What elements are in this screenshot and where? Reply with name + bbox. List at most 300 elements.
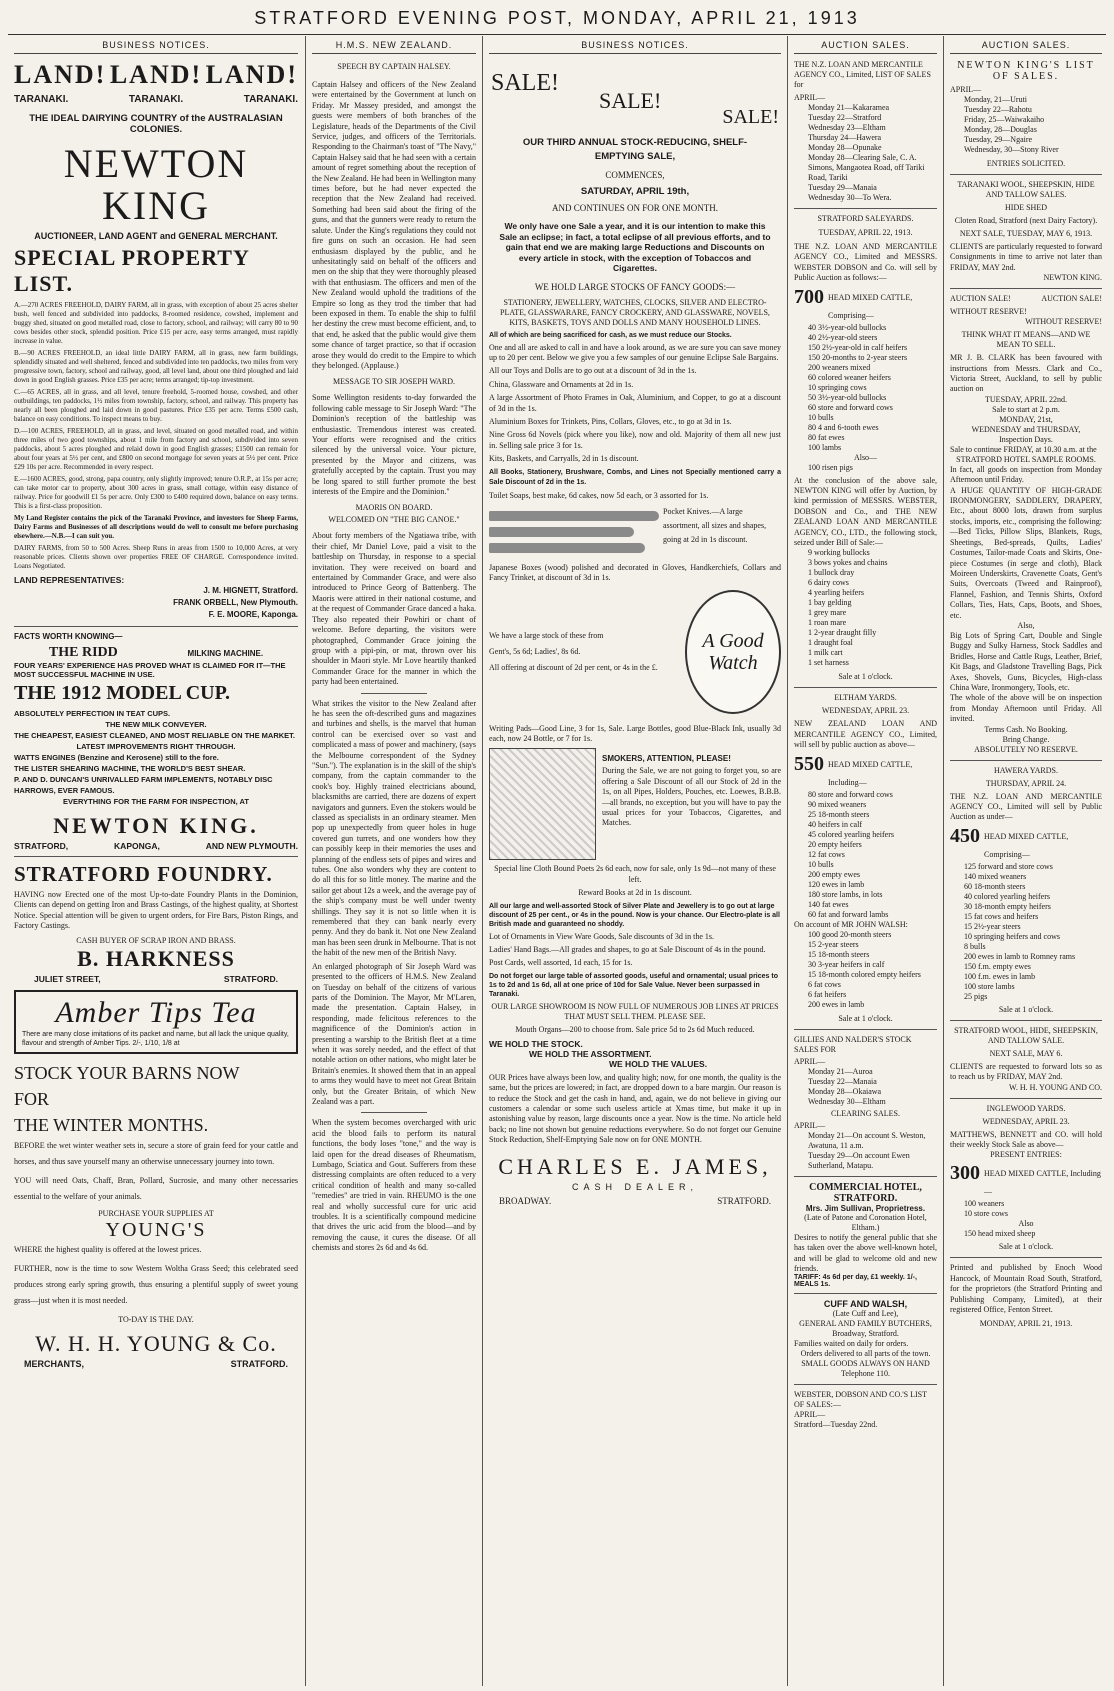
land-register: My Land Register contains the pick of the Taranaki Province, and investors for Sheep Farms, Dairy Farms and Businesses of all descriptions would do well to consult me before purchasing elsewhere.—N.B.—I can suit you.: [14, 514, 298, 540]
stock-item: 100 risen pigs: [808, 462, 853, 472]
paragraph: An enlarged photograph of Sir Joseph Ward was presented to the officers of H.M.S. New Zealand on Tuesday on behalf of the citizens of various parts of the Dominion. The Mayor, Mr M'Laren, made the presentation. Captain Halsey, in responding, made felicitous references to the magnificence of the Dominion's action in presenting a warship to the British fleet at a time when it was sorely needed, and the effect of that notable action on other nations, who might later be Britain's enemies. It showed them that in an appeal to arms they would have to meet not Great Britain only, but the Greater Britain, of which New Zealand was a part.: [312, 961, 476, 1106]
monday-21: MONDAY, 21st,: [999, 414, 1053, 424]
column-hms-new-zealand: [306, 40, 482, 1685]
conclusion-text: At the conclusion of the above sale, NEWTON KING will offer by Auction, by kind permission of MESSRS. WEBSTER, DOBSON and Co., and THE NEW ZEALAND LOAN AND MERCANTILE AGENCY, CO., LTD., the following stock, seized under Bill of Sale:—: [794, 475, 937, 548]
hawera-yards: HAWERA YARDS.: [994, 765, 1058, 775]
stock-item: 10 springing cows: [808, 382, 867, 392]
we-hold-line: WE HOLD THE STOCK.: [489, 1038, 583, 1049]
tuesday-22: TUESDAY, APRIL 22nd.: [985, 394, 1067, 404]
stock-item: 60 colored weaner heifers: [808, 372, 891, 382]
also: Also: [1018, 1219, 1034, 1229]
books-discount: All Books, Stationery, Brushware, Combs, and Lines not Specially mentioned carry a Sale Discount of 2d in the 1s.: [489, 468, 781, 486]
sale-item: Wednesday, 30—Stony River: [964, 145, 1059, 154]
whole-inspection: The whole of the above will be on inspection from Monday Afternoon until Friday. All invited.: [950, 693, 1102, 724]
cash-dealer: CASH DEALER,: [571, 1181, 699, 1192]
stock-line: STOCK YOUR BARNS NOW: [14, 1062, 240, 1083]
families: Families waited on daily for orders.: [794, 1339, 909, 1349]
bargain: Lot of Ornaments in View Ware Goods, Sale discounts of 3d in the 1s.: [489, 931, 714, 941]
bargain: Ladies' Hand Bags.—All grades and shapes, to go at Sale Discount of 4s in the pound.: [489, 945, 766, 955]
special-property-list: SPECIAL PROPERTY LIST.: [14, 245, 250, 296]
third-annual: OUR THIRD ANNUAL STOCK-REDUCING, SHELF-EMPTYING SALE,: [522, 137, 748, 162]
land-rep: FRANK ORBELL, New Plymouth.: [173, 598, 298, 607]
smokers-text: During the Sale, we are not going to forget you, so are offering a Sale Discount of all our Stock of 2d in the 1s, on all Pipes, Holders, Pouches, etc. Loewes, B.B.B.—all brands, no exception, but you will have to pay the usual prices for your Tobaccos, Cigarettes, and Matches.: [602, 766, 781, 828]
we-hold-line: WE HOLD THE ASSORTMENT.: [529, 1048, 652, 1059]
bill-of-sale-list: [794, 548, 937, 668]
sale-word: SALE!: [599, 88, 662, 113]
newton-king-title: NEWTON KING: [63, 141, 249, 228]
also: Also,: [1017, 620, 1035, 630]
watts-engines: WATTS ENGINES (Benzine and Kerosene) still to the fore.: [14, 753, 219, 762]
land-banner: [14, 60, 298, 90]
charles-james: CHARLES E. JAMES,: [498, 1153, 772, 1179]
stratford: STRATFORD.: [223, 973, 278, 984]
writing-pads: Writing Pads—Good Line, 3 for 1s, Sale. Large Bottles, good Blue-Black Ink, usually 3d each, now 24 Bottle, or 7 for 1s.: [489, 723, 781, 743]
cattle-heading: HEAD MIXED CATTLE, Including—: [984, 1169, 1101, 1197]
stock-item: 1 set harness: [808, 658, 849, 668]
column-heading: BUSINESS NOTICES.: [14, 40, 298, 54]
where-text: WHERE the highest quality is offered at the lowest prices.: [14, 1244, 202, 1254]
message-heading: MESSAGE TO SIR JOSEPH WARD.: [332, 377, 456, 387]
foundry-text: HAVING now Erected one of the most Up-to-date Foundry Plants in the Dominion, Clients can depend on getting Iron and Brass Castings, of the highest quality, at Shortest Notice. Special attention will be given to urgent orders, for Fire Bars, Piston Rings, and Factory Castings.: [14, 890, 298, 931]
good-watch-illustration: A Good Watch: [685, 590, 781, 714]
masthead-rule: [8, 34, 1106, 35]
article-text: [312, 531, 476, 1253]
dairy-farms: DAIRY FARMS, from 50 to 500 Acres. Sheep Runs in areas from 1500 to 10,000 Acres, at very reasonable prices. Clients shown over properties FREE OF CHARGE. Correspondence invited. Loans Negotiated.: [14, 544, 298, 570]
stock-item: 80 store and forward cows: [808, 789, 893, 799]
nzl-notice: THE N.Z. LOAN AND MERCANTILE AGENCY CO., Limited will sell by Public Auction as under—: [950, 791, 1102, 822]
wednesday-date: WEDNESDAY, APRIL 23.: [821, 706, 910, 716]
sale-item: Monday 28—Opunake: [808, 143, 882, 152]
sale-item: Monday 21—Kakaramea: [808, 103, 890, 112]
stock-item: 25 pigs: [964, 991, 988, 1001]
everything-farm: EVERYTHING FOR THE FARM FOR INSPECTION, AT: [63, 797, 249, 806]
harkness: B. HARKNESS: [77, 945, 235, 971]
stock-item: 100 lambs: [808, 442, 842, 452]
land-word: LAND!: [205, 60, 298, 89]
matthews-notice: MATTHEWS, BENNETT and CO. will hold their weekly Stock Sale as above—: [950, 1129, 1102, 1150]
stock-item: 125 forward and store cows: [964, 861, 1053, 871]
speech-heading: SPEECH BY CAPTAIN HALSEY.: [337, 62, 451, 71]
cuff-address: Broadway, Stratford.: [832, 1329, 899, 1339]
stratford-foundry: STRATFORD FOUNDRY.: [14, 862, 273, 886]
sale-item: Wednesday 30—To Wera.: [808, 193, 892, 202]
bargain: Kits, Baskets, and Carryalls, 2d in 1s discount.: [489, 454, 639, 464]
stock-item: 40 2½-year-old steers: [808, 332, 878, 342]
sale-word: SALE!: [722, 106, 779, 128]
tariff: TARIFF: 4s 6d per day, £1 weekly. 1/-, MEALS 1s.: [794, 1274, 917, 1289]
gillies-sales: [794, 1067, 937, 1107]
invite-text: One and all are asked to call in and have a look around, as we are sure you can save money up to 20 per cent. Below we give you a few samples of our genuine Eclipse Sale Bargains.: [489, 342, 781, 362]
land-rep: J. M. HIGNETT, Stratford.: [203, 586, 298, 595]
next-sale: NEXT SALE, TUESDAY, MAY 6, 1913.: [959, 229, 1093, 238]
without-reserve: WITHOUT RESERVE!: [950, 307, 1027, 317]
stock-item: 6 dairy cows: [808, 578, 849, 588]
stock-item: 100 store lambs: [964, 981, 1015, 991]
ideal-dairying: THE IDEAL DAIRYING COUNTRY of the AUSTRALASIAN COLONIES.: [29, 113, 283, 135]
stock-item: 200 ewes in lamb: [808, 999, 865, 1009]
april-label: APRIL—: [794, 93, 826, 102]
cheapest: THE CHEAPEST, EASIEST CLEANED, AND MOST RELIABLE ON THE MARKET.: [14, 731, 295, 740]
large-stocks: WE HOLD LARGE STOCKS OF FANCY GOODS:—: [534, 281, 736, 292]
absolutely-no-reserve: ABSOLUTELY NO RESERVE.: [974, 744, 1078, 754]
stock-item: 90 mixed weaners: [808, 799, 867, 809]
late-of: (Late of Patone and Coronation Hotel, Eltham.): [804, 1212, 927, 1232]
stock-list: [950, 862, 1102, 1002]
stock-item: 15 18-month colored empty heifers: [808, 969, 921, 979]
welcomed-heading: WELCOMED ON "THE BIG CANOE.": [328, 515, 460, 525]
land-rep: F. E. MOORE, Kaponga.: [208, 610, 298, 619]
stock-item: 15 18-month steers: [808, 949, 870, 959]
article-text: [312, 80, 476, 371]
sale-banner: [489, 60, 781, 130]
milk-conveyer: THE NEW MILK CONVEYER.: [105, 720, 207, 729]
auction-sale: AUCTION SALE!: [950, 294, 1011, 304]
auctioneer-role: AUCTIONEER, LAND AGENT and GENERAL MERCHANT.: [34, 231, 278, 241]
big-lots: Big Lots of Spring Cart, Double and Single Buggy and Sulky Harness, Stock Saddles and Bridles, Horse and Cattle Rugs, Leather, Brief, Kit Bags, and Gladstone Travelling Bags, Pick Axes, Shovels, Guns, Bicycles, High-class China Ware, Ironmongery, Tools, etc.: [950, 630, 1102, 692]
facts-heading: FACTS WORTH KNOWING—: [14, 632, 123, 641]
tuesday-date: TUESDAY, APRIL 22, 1913.: [818, 228, 913, 237]
stock-item: 15 2-year steers: [808, 939, 859, 949]
stock-item: 60 18-month steers: [964, 881, 1026, 891]
cloten-road: Cloten Road, Stratford (next Dairy Factory).: [954, 216, 1098, 225]
april-label: APRIL—: [794, 1410, 826, 1420]
land-word: LAND!: [109, 60, 203, 89]
reward-books: Reward Books at 2d in 1s discount.: [578, 888, 692, 898]
april-label: APRIL—: [950, 85, 982, 94]
before-text: BEFORE the wet winter weather sets in, secure a store of grain feed for your cattle and horses, and thus save yourself many an otherwise unnecessary journey into town.: [14, 1140, 298, 1166]
sale-time: Sale at 1 o'clock.: [838, 672, 893, 682]
paragraph: What strikes the visitor to the New Zealand after he has seen the oft-described guns and magazines and turbines and shells, is the marvel that human control can be exercised over so vast and complicated a mass of power and machinery, (says the Melbourne correspondent of the Sydney "Sun."). The explanation is in the skill of the ship's company, from the captain commander to the cook's boy. Highly trained electricians abound, blacksmiths are carried, there are dozens of expert navigators and gunners. Even the stokers would be classed as specialists in an ordinary steamer. Men pop up unexpectedly from queer holes in huge covered gun turrets, and one wonders how they can possibly keep in their memories the uses and planning of the endless sets of pipes and wires and tubes. One also wonders why they are content to do all this for so little money. The marine and the sailor get about 12s a week, and the average pay of the ship's company must be well under twenty shillings. They say it is not so little when it is remembered that they can bank nearly every penny. And they do bank it. Not one New Zealand man has been seen drunk in Melbourne. That is not the habit of the new men of the British Navy.: [312, 698, 476, 958]
april-label: APRIL—: [794, 1120, 826, 1130]
stock-item: 10 store cows: [964, 1209, 1008, 1219]
webster-dobson: WEBSTER, DOBSON AND CO.'S LIST OF SALES:—: [794, 1390, 927, 1410]
stock-item: 50 3½-year-old bullocks: [808, 392, 887, 402]
terms-cash: Terms Cash. No Booking.: [984, 724, 1068, 734]
sale-intro: THE N.Z. LOAN AND MERCANTILE AGENCY CO., Limited and MESSRS. WEBSTER DOBSON and Co. will sell by Public Auction as follows:—: [794, 242, 937, 283]
stock-item: 180 store lambs, in lots: [808, 889, 883, 899]
stock-item: 60 fat and forward lambs: [808, 909, 889, 919]
without-reserve: WITHOUT RESERVE!: [1025, 317, 1102, 327]
clients-2: CLIENTS are requested to forward lots so as to reach us by FRIDAY, MAY 2nd.: [950, 1061, 1102, 1082]
stock-item: 60 store and forward cows: [808, 402, 893, 412]
duncan-implements: P. AND D. DUNCAN'S UNRIVALLED FARM IMPLEMENTS, NOTABLY DISC HARROWS, EVER FAMOUS.: [14, 775, 273, 795]
cattle-count: 700: [794, 286, 824, 308]
stock-item: 10 springing heifers and cows: [964, 931, 1060, 941]
juliet-street: JULIET STREET,: [34, 973, 101, 984]
stock-item: 9 working bullocks: [808, 548, 870, 558]
clients-notice: CLIENTS are particularly requested to forward Consignments in time to arrive not later than FRIDAY, MAY 2nd.: [950, 242, 1102, 272]
amber-tips-text: There are many close imitations of its packet and name, but all lack the unique quality, flavour and strength of Amber Tips. 2/-, 1/10, 1/8 at: [22, 1030, 289, 1047]
stock-item: 1 milk cart: [808, 648, 843, 658]
sale-word: SALE!: [491, 70, 559, 96]
stratford: STRATFORD.: [717, 1195, 771, 1206]
ridd-title: THE RIDD: [48, 645, 118, 660]
forget-table: Do not forget our large table of assorted goods, useful and ornamental; usual prices to 1s to 2d and 1s 6d, all at one price of 10d for Sale Value. Never been surpassed in Taranaki.: [489, 972, 778, 998]
stock-list: [794, 930, 937, 1010]
webster-sale: Stratford—Tuesday 22nd.: [794, 1420, 878, 1430]
stock-item: 200 empty ewes: [808, 869, 860, 879]
stock-item: 150 20-months to 2-year steers: [808, 352, 908, 362]
whh-address: [24, 1359, 288, 1369]
wed-thu: WEDNESDAY and THURSDAY,: [971, 424, 1081, 434]
four-years: FOUR YEARS' EXPERIENCE HAS PROVED WHAT IS CLAIMED FOR IT—THE MOST SUCCESSFUL MACHINE IN USE.: [14, 661, 286, 679]
watches-line: We have a large stock of these from: [489, 630, 604, 640]
sale-item: Tuesday 22—Manaia: [808, 1076, 877, 1086]
smokers-block: [489, 748, 781, 864]
clearing-sales: CLEARING SALES.: [831, 1108, 900, 1118]
column-heading: AUCTION SALES.: [950, 40, 1102, 54]
town: AND NEW PLYMOUTH.: [205, 841, 298, 851]
maoris-heading: MAORIS ON BOARD.: [355, 503, 433, 513]
knife-illustration: [489, 505, 659, 559]
stock-list: [794, 323, 937, 453]
ridd-row: [14, 645, 298, 661]
sale-item: Tuesday 29—On account Ewen Sutherland, Matapu.: [808, 1150, 910, 1170]
nz-loan-2: NEW ZEALAND LOAN AND MERCANTILE AGENCY CO., Limited, will sell by public auction as above—: [794, 719, 937, 750]
we-hold-line: WE HOLD THE VALUES.: [609, 1058, 708, 1069]
also: Also—: [853, 452, 878, 462]
smokers-illustration: [489, 748, 596, 860]
masthead: STRATFORD EVENING POST, MONDAY, APRIL 21, 1913: [254, 8, 860, 28]
huge-quantity: A HUGE QUANTITY OF HIGH-GRADE IRONMONGERY, SADDLERY, DRAPERY, Etc., about 8000 lots, drawn from surplus stocks, imports, etc., comprising the following:—Bed Ticks, Pillow Slips, Blankets, Rugs, Sheetings, Bed-spreads, Quilts, Ladies' Costumes, Tailor-made Coats and Skirts, One-piece Costumes (in serge and cloth), Black Moireen Underskirts, Cravenette Coats, Gent's Suits, Overcoats (Tweed and Rainproof), Flannel, Fashion, and Tennis Shirts, Oxford Collars, Ties, Hats, Caps, Boots, and Shoes, etc.: [950, 485, 1102, 620]
sale-item: Monday, 21—Uruti: [964, 95, 1028, 104]
inglewood-yards: INGLEWOOD YARDS.: [986, 1103, 1066, 1113]
commercial-hotel: COMMERCIAL HOTEL, STRATFORD.: [809, 1181, 922, 1204]
town: STRATFORD,: [14, 841, 69, 851]
sales-list: [950, 95, 1102, 155]
april-label: APRIL—: [794, 1056, 826, 1066]
sale-item: Tuesday 22—Rahotu: [964, 105, 1032, 114]
stock-item: 1 draught foal: [808, 638, 853, 648]
cuff-walsh: CUFF AND WALSH,: [823, 1299, 908, 1310]
bring-change: Bring Change.: [1002, 734, 1050, 744]
bargain: China, Glassware and Ornaments at 2d in 1s.: [489, 379, 634, 389]
stock-item: 8 bulls: [964, 941, 986, 951]
cash-buyer: CASH BUYER OF SCRAP IRON AND BRASS.: [76, 935, 236, 945]
property-item: E.—1600 ACRES, good, strong, papa country, only slightly improved; tenure O.R.P., at 15s per acre; can take motor car to property, about 300 acres in grass, small cottage, within easy distance of railway. Price for goodwill £1 5s per acre. Only £300 to £400 required down, balance on easy terms. This is a first-class proposition.: [14, 475, 298, 510]
inspection-days: Inspection Days.: [999, 434, 1053, 444]
stock-item: 100 f.m. ewes in lamb: [964, 971, 1036, 981]
sale-item: Tuesday 22—Stratford: [808, 113, 882, 122]
watches-line: All offering at discount of 2d per cent, or 4s in the £.: [489, 662, 658, 672]
cattle-550: [794, 754, 937, 790]
stock-item: 40 colored yearling heifers: [964, 891, 1050, 901]
stock-item: 200 ewes in lamb to Romney rams: [964, 951, 1076, 961]
gillies-nalder: GILLIES AND NALDER'S STOCK SALES FOR: [794, 1034, 912, 1054]
walsh-account: On account of MR JOHN WALSH:: [794, 919, 908, 929]
stock-barns-heading: [14, 1060, 298, 1138]
imprint: Printed and published by Enoch Wood Hancock, of Mountain Road South, Stratford, for the proprietors (the Stratford Printing and Publishing Company, Limited), at their registered Office, Fenton Street.: [950, 1263, 1102, 1315]
stock-list: [794, 790, 937, 920]
sale-item: Tuesday 29—Manaia: [808, 183, 877, 192]
commences: COMMENCES,: [605, 170, 665, 180]
one-sale: We only have one Sale a year, and it is our intention to make this Sale an eclipse; in fact, a total eclipse of all previous efforts, and to gain that end we are making large Reductions and Discounts on every article in stock, with the exception of Tobaccos and Cigarettes.: [499, 221, 771, 273]
continues: AND CONTINUES ON FOR ONE MONTH.: [552, 203, 718, 213]
paragraph: Captain Halsey and officers of the New Zealand were entertained by the Government at lunch on Friday. Mr Massey presided, and amongst the guests were members of both branches of the Legislature, heads of the Departments of the Civil Service, judges, and officers of the Territorials. Responding to the Chairman's toast of "The Navy," Captain Halsey said that he had seen with a certain amount of regret something about the reception of the New Zealand. He had been in Wellington many times before, but he had never expected the reception that the New Zealand had received. Something had been said about the firing of the guns, and that the gunners were ready to return the salute. Under the King's regulations they could not fire guns on such an occasion. He had seen enthusiasm displayed by the public, and he unhesitatingly said on behalf of the officers and men on the ship that they were thoroughly pleased with that enthusiasm. The officers and men of the New Zealand would uphold the traditions of the Empire so long as they trod the timber that had been exposed in them. To enable the ship to fulfil her destiny the crew must become efficient, and, to that end, he asked that the public would give them some chance of target practice, so that if occasion arose they would do credit to the Empire to which they belonged. (Applause.): [312, 80, 476, 370]
stock-item: 30 3-year heifers in calf: [808, 959, 885, 969]
small-goods: SMALL GOODS ALWAYS ON HAND: [801, 1359, 930, 1369]
sale-bargains: [489, 343, 781, 502]
james-address: [499, 1196, 771, 1206]
paragraph: When the system becomes overcharged with uric acid the blood fails to perform its natural functions, the body loses "tone," and the way is laid open for the dread diseases of Rheumatism, Lumbago, Sciatica and Gout. Sufferers from these distressing complaints are often reduced to a very critical condition of health and many so-called "remedies" are tried in vain. RHEUMO is the one real and wholly successful cure for uric acid troubles. It is a scientifically compound medicine that drives the uric acid from the blood—and by removing the cause, it cures the disease. Of all chemists and stores 2s 6d and 4s 6d.: [312, 1118, 476, 1253]
clearing-list: [794, 1131, 937, 1171]
hide-shed: HIDE SHED: [1005, 203, 1047, 212]
stock-item: 20 empty heifers: [808, 839, 862, 849]
stock-item: 45 colored yearling heifers: [808, 829, 894, 839]
sale-item: Wednesday 23—Eltham: [808, 123, 886, 132]
nz-loan-list: THE N.Z. LOAN AND MERCANTILE AGENCY CO., Limited, LIST OF SALES for: [794, 60, 931, 89]
stock-item: 150 head mixed sheep: [964, 1229, 1036, 1239]
stock-item: 1 bay gelding: [808, 598, 852, 608]
column-charles-james-sale: [483, 40, 787, 1685]
broadway: BROADWAY.: [499, 1195, 552, 1206]
bargain: Toilet Soaps, best make, 6d cakes, now 5d each, or 3 assorted for 1s.: [489, 491, 709, 501]
stock-item: 6 fat heifers: [808, 989, 847, 999]
showroom: OUR LARGE SHOWROOM IS NOW FULL OF NUMEROUS JOB LINES AT PRICES THAT MUST SELL THEM. PLEASE SEE.: [491, 1001, 779, 1021]
wool-sale: STRATFORD WOOL, HIDE, SHEEPSKIN, AND TALLOW SALE.: [954, 1025, 1098, 1045]
stock-item: 15 2½-year steers: [964, 921, 1021, 931]
sale-item: Monday 28—Okaiawa: [808, 1086, 882, 1096]
cuff-late: (Late Cuff and Lee),: [832, 1309, 899, 1319]
sale-item: Monday 28—Clearing Sale, C. A. Simons, Mangaotea Road, off Tariki Road, Tariki: [808, 153, 925, 182]
property-item: B.—90 ACRES FREEHOLD, an ideal little DAIRY FARM, all in grass, new farm buildings, splendidly situated and well sheltered, fenced and subdivided into ten paddocks, two miles from very progressive town, factory, school and railway, good, all level land, about one third ploughed and laid down in good English grasses. Price £35 per acre; terms arranged; tip-top investment.: [14, 349, 298, 384]
stock-item: 1 2-year draught filly: [808, 628, 877, 638]
think-what: THINK WHAT IT MEANS—AND WE MEAN TO SELL.: [961, 330, 1091, 350]
sale-item: Friday, 25—Waiwakaiho: [964, 115, 1045, 124]
sale-item: Monday 21—On account S. Weston, Awatuna, 11 a.m.: [808, 1130, 926, 1150]
stock-item: 30 18-month empty heifers: [964, 901, 1051, 911]
smokers-heading: SMOKERS, ATTENTION, PLEASE!: [602, 754, 731, 764]
purchase-at: PURCHASE YOUR SUPPLIES AT: [98, 1208, 214, 1218]
taranaki-row: [14, 94, 298, 105]
stock-item: 1 roan mare: [808, 618, 847, 628]
taranaki-word: TARANAKI.: [243, 94, 298, 105]
eltham-yards: ELTHAM YARDS.: [834, 693, 897, 703]
stock-item: 150 2½-year-old in calf heifers: [808, 342, 908, 352]
auction-sale: AUCTION SALE!: [1041, 294, 1102, 304]
next-sale-may: NEXT SALE, MAY 6.: [989, 1048, 1063, 1058]
cattle-heading: HEAD MIXED CATTLE, Comprising—: [828, 292, 913, 320]
farm-machinery-list: [14, 708, 298, 807]
saleyards: STRATFORD SALEYARDS.: [817, 214, 914, 223]
sale-time: Sale at 1 o'clock.: [998, 1242, 1054, 1252]
prices-text: OUR Prices have always been low, and quality high; now, for one month, the quality is the same, but the prices are lowered; in fact, are dropped down to a bare margin. Our reason is to reduce the Stock and get the cash in hand, and, again, we do not believe in giving our customers a calendar or some such useless article at Xmas time, but make it up in astonishing value by reason, large discounts once a year. Now is the time. No article held back; no line not shown but genuine reductions everywhere. So do not forget our Genuine Stock Reduction, Shelf-Emptying Sale now on for ONE MONTH.: [489, 1072, 781, 1145]
cattle-heading: HEAD MIXED CATTLE, Comprising—: [984, 831, 1069, 859]
stock-line: FOR: [14, 1088, 50, 1109]
imprint-date: MONDAY, APRIL 21, 1913.: [979, 1319, 1073, 1329]
stock-item: 120 ewes in lamb: [808, 879, 865, 889]
stock-item: 10 bulls: [808, 412, 834, 422]
column-newton-king-sales: [944, 40, 1108, 1685]
sacrificed: All of which are being sacrificed for cash, as we must reduce our Stocks.: [489, 331, 732, 339]
property-item: C.—65 ACRES, all in grass, and all level, tenure freehold, 5-roomed house, cowshed, and other outbuildings, ten paddocks, 1½ miles from township, factory, school, and railway. This property has nearly all been ploughed and laid down in good pastures. Price £35 per acre. Terms £500 cash, balance on easy conditions. To inspect means to buy.: [14, 388, 298, 423]
bargain: Aluminium Boxes for Trinkets, Pins, Collars, Gloves, etc., to go at 3d in 1s.: [489, 416, 732, 426]
stock-item: 15 fat cows and heifers: [964, 911, 1039, 921]
stock-item: 80 fat ewes: [808, 432, 845, 442]
land-word: LAND!: [14, 60, 107, 89]
model-cup: THE 1912 MODEL CUP.: [14, 682, 230, 704]
cattle-300: [950, 1163, 1102, 1199]
stock-item: 80 4 and 6-tooth ewes: [808, 422, 879, 432]
amber-tips-logo: Amber Tips Tea: [55, 995, 257, 1029]
newton-king-2: NEWTON KING.: [53, 813, 259, 838]
watches-text: [489, 628, 685, 676]
stock-item: 150 f.m. empty ewes: [964, 961, 1031, 971]
stock-item: 4 yearling heifers: [808, 588, 864, 598]
hotel-rooms: STRATFORD HOTEL SAMPLE ROOMS.: [956, 454, 1096, 464]
whh-young: W. H. H. YOUNG & Co.: [35, 1330, 277, 1356]
further-text: FURTHER, now is the time to sow Western Woltha Grass Seed; this celebrated seed produces strong early spring growth, thus ensuring a plentiful supply of sweet young grass—just when it is most needed.: [14, 1263, 298, 1305]
sales-list: [794, 103, 937, 203]
stationery-list: STATIONERY, JEWELLERY, WATCHES, CLOCKS, SILVER AND ELECTRO-PLATE, GLASSWARARE, FANCY CROCKERY, AND GLASSWARE, NOVELS, KITS, BASKETS, TOYS AND DOLLS AND MANY HOUSEHOLD LINES.: [500, 297, 770, 327]
land-reps: [14, 585, 298, 621]
bargain: A large Assortment of Photo Frames in Oak, Aluminium, and Copper, to go at a discount of 3d in the 1s.: [489, 393, 781, 413]
latest-improvements: LATEST IMPROVEMENTS RIGHT THROUGH.: [76, 742, 236, 751]
stock-line: THE WINTER MONTHS.: [14, 1114, 209, 1135]
sale-item: Wednesday 30—Eltham: [808, 1096, 886, 1106]
stock-item: 40 heifers in calf: [808, 819, 862, 829]
saturday: SATURDAY, APRIL 19th,: [580, 186, 690, 197]
milking-machine: MILKING MACHINE.: [187, 649, 264, 658]
column-heading: BUSINESS NOTICES.: [489, 40, 781, 54]
youngs-body-2: [14, 1242, 298, 1309]
town: KAPONGA,: [114, 841, 160, 851]
today: TO-DAY IS THE DAY.: [118, 1314, 194, 1324]
stock-item: 200 weaners mixed: [808, 362, 871, 372]
we-hold: [489, 1039, 781, 1069]
cattle-heading: HEAD MIXED CATTLE, Including—: [828, 759, 913, 787]
sale-item: Thursday 24—Hawera: [808, 133, 882, 142]
poets-block: [489, 864, 781, 898]
stock-item: 40 3½-year-old bullocks: [808, 322, 887, 332]
stock-item: 6 fat cows: [808, 979, 841, 989]
stock-item: 25 18-month steers: [808, 809, 870, 819]
knives-block: [489, 505, 781, 559]
sale-time: Sale at 1 o'clock.: [838, 1013, 893, 1023]
watch-block: [489, 584, 781, 720]
auction-sale-row: [950, 294, 1102, 304]
japanese-boxes: Japanese Boxes (wood) polished and decorated in Gloves, Handkerchiefs, Collars and Fancy Trinket, at discount of 3d in 1s.: [489, 562, 781, 583]
bargain: Nine Gross 6d Novels (pick where you like), now and old. Majority of them all new just in. Selling sale price 3 for 1s.: [489, 430, 781, 450]
mouth-organs: Mouth Organs—200 to choose from. Sale price 5d to 2s 6d Much reduced.: [515, 1024, 755, 1034]
watches-line: Gent's, 5s 6d; Ladies', 8s 6d.: [489, 646, 581, 656]
entries-solicited: ENTRIES SOLICITED.: [986, 159, 1066, 168]
hotel-notice: Desires to notify the general public that she has taken over the above well-known hotel, and will be glad to welcome old and new friends.: [794, 1232, 937, 1273]
column-heading: H.M.S. NEW ZEALAND.: [312, 40, 476, 54]
cattle-count: 450: [950, 825, 980, 847]
wednesday-23: WEDNESDAY, APRIL 23.: [982, 1116, 1070, 1126]
amber-tips-ad: [14, 990, 298, 1054]
sale-continue: Sale to continue FRIDAY, at 10.30 a.m. at the: [950, 444, 1097, 454]
stock-item: 1 bullock dray: [808, 568, 855, 578]
harkness-address: [34, 974, 278, 984]
stock-item: 1 grey mare: [808, 608, 847, 618]
bargain: All our Toys and Dolls are to go out at a discount of 3d in the 1s.: [489, 366, 697, 376]
stock-item: 12 fat cows: [808, 849, 845, 859]
paragraph: About forty members of the Ngatiawa tribe, with their chief, Mr Daniel Love, paid a visit to the battleship on Thursday, in response to a special invitation. They were received on board and entertained by Commander Grace, and were also introduced to Prince Georg of Battenberg. The Maoris were attired in their national costume, and at the request of Commander Grace danced a haka. They also repeated their Powhiri or chant of welcome. Before departing, the visitors were photographed, Commander Grace joining the group with a pipi-pin, or mat, thrown over his shoulder in Maori style. Mr Love heartily thanked Commander Grace for the manner in which the party had been entertained.: [312, 531, 476, 687]
property-list: [14, 301, 298, 571]
proprietress: Mrs. Jim Sullivan, Proprietress.: [805, 1203, 926, 1213]
taranaki-word: TARANAKI.: [128, 94, 184, 105]
property-item: D.—100 ACRES, FREEHOLD, all in grass, and level, situated on good metalled road, and within three miles of two good townships, about 1 mile from factory and school, subdivided into seven paddocks, about 5 acres ploughed and relaid down in good English grasses; £1500 can remain for about four years at 5½ per cent, and £800 on second mortgage for seven years at 5½ per cent. Price £29 10s per acre. Recommended in every respect.: [14, 427, 298, 471]
land-reps-label: LAND REPRESENTATIVES:: [14, 575, 125, 585]
clark-notice: MR J. B. CLARK has been favoured with instructions from Messrs. Clark and Co., Victoria Street, Auckland, to sell by public auction on: [950, 353, 1102, 394]
thursday-24: THURSDAY, APRIL 24.: [985, 778, 1067, 788]
orders: Orders delivered to all parts of the town.: [800, 1349, 931, 1359]
perfection: ABSOLUTELY PERFECTION IN TEAT CUPS.: [14, 709, 171, 718]
cattle-450: [950, 826, 1102, 862]
young-sign: W. H. H. YOUNG AND CO.: [1009, 1082, 1102, 1092]
